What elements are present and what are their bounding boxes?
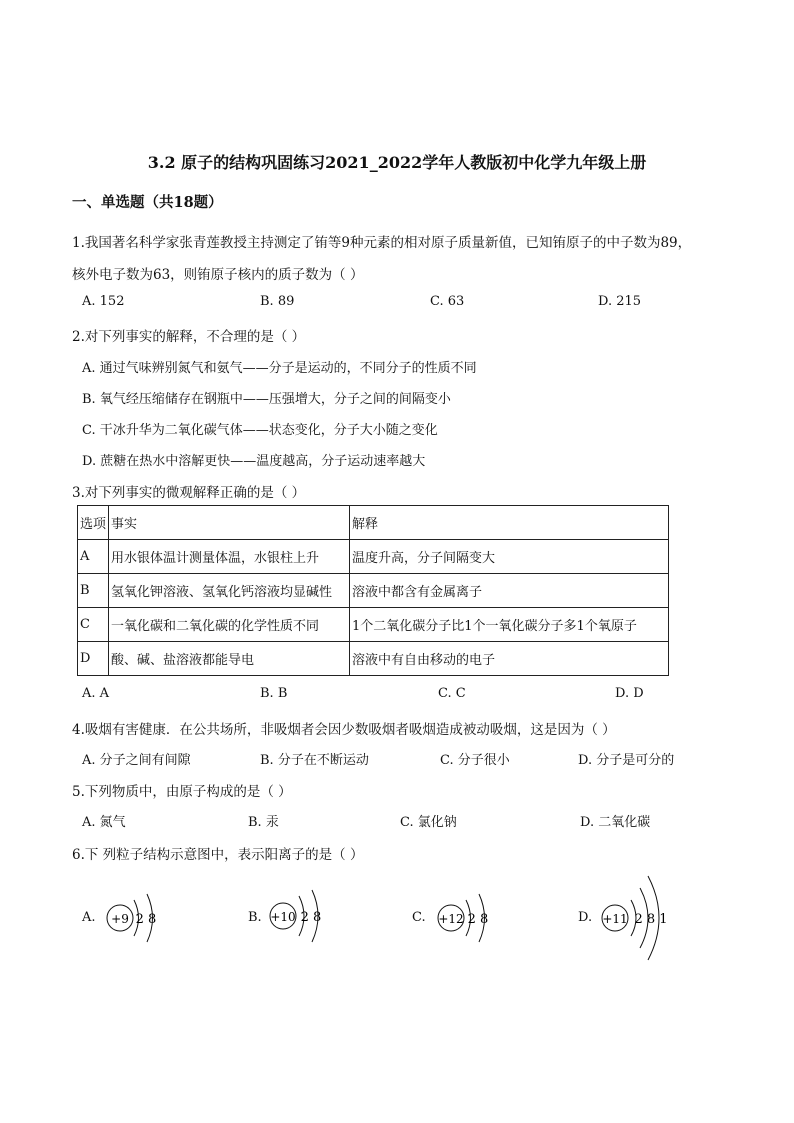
nucleus-charge: +12 — [438, 912, 464, 926]
q1-stem-line2: 核外电子数为63，则铕原子核内的质子数为（ ） — [72, 267, 364, 283]
q6-option-d-label[interactable]: D. — [578, 910, 593, 925]
table-cell: 溶液中都含有金属离子 — [350, 574, 669, 608]
q6-stem: 6.下 列粒子结构示意图中，表示阳离子的是（ ） — [72, 847, 364, 863]
table-row — [78, 540, 669, 574]
shell-electrons: 2 8 — [135, 912, 157, 927]
nucleus-charge: +10 — [270, 910, 296, 924]
page-title: 3.2 原子的结构巩固练习2021_2022学年人教版初中化学九年级上册 — [147, 153, 647, 172]
q1-stem-line1: 1.我国著名科学家张青莲教授主持测定了铕等9种元素的相对原子质量新值，已知铕原子的中子数为89， — [72, 235, 692, 251]
table-cell: 用水银体温计测量体温，水银柱上升 — [109, 540, 350, 574]
q1-option-a[interactable]: A. 152 — [82, 294, 125, 309]
q4-option-b[interactable]: B. 分子在不断运动 — [260, 753, 369, 768]
table-cell: B — [78, 574, 109, 608]
table-header-row — [78, 506, 669, 540]
q3-table — [77, 505, 669, 676]
table-cell: 酸、碱、盐溶液都能导电 — [109, 642, 350, 676]
q1-option-b[interactable]: B. 89 — [260, 294, 295, 309]
q5-option-b[interactable]: B. 汞 — [248, 815, 279, 830]
q6-option-a-label[interactable]: A. — [82, 910, 96, 925]
table-cell: 温度升高，分子间隔变大 — [350, 540, 669, 574]
q5-option-c[interactable]: C. 氯化钠 — [400, 815, 457, 830]
shell-electrons: 2 8 — [300, 910, 322, 925]
table-cell: 溶液中有自由移动的电子 — [350, 642, 669, 676]
table-cell: A — [78, 540, 109, 574]
table-row — [78, 574, 669, 608]
q1-option-d[interactable]: D. 215 — [598, 294, 642, 309]
table-row — [78, 642, 669, 676]
table-row — [78, 608, 669, 642]
q5-option-d[interactable]: D. 二氧化碳 — [580, 815, 651, 830]
table-header-option: 选项 — [78, 506, 109, 540]
q6-option-d-diagram[interactable] — [596, 876, 692, 960]
q2-option-a[interactable]: A. 通过气味辨别氮气和氨气——分子是运动的，不同分子的性质不同 — [82, 361, 477, 376]
nucleus-charge: +9 — [111, 912, 129, 926]
table-cell: 一氧化碳和二氧化碳的化学性质不同 — [109, 608, 350, 642]
q3-option-b[interactable]: B. B — [260, 686, 288, 701]
q4-option-d[interactable]: D. 分子是可分的 — [578, 753, 675, 768]
q4-option-c[interactable]: C. 分子很小 — [440, 753, 510, 768]
q6-option-c-label[interactable]: C. — [412, 910, 426, 925]
shell-electrons: 2 8 — [467, 912, 489, 927]
q3-option-c[interactable]: C. C — [438, 686, 466, 701]
q3-option-d[interactable]: D. D — [615, 686, 644, 701]
q4-stem: 4.吸烟有害健康．在公共场所，非吸烟者会因少数吸烟者吸烟造成被动吸烟，这是因为（ ） — [72, 722, 616, 738]
q4-option-a[interactable]: A. 分子之间有间隙 — [82, 753, 191, 768]
q2-stem: 2.对下列事实的解释，不合理的是（ ） — [72, 329, 306, 345]
nucleus-charge: +11 — [602, 912, 628, 926]
q3-stem: 3.对下列事实的微观解释正确的是（ ） — [72, 485, 306, 501]
q6-option-b-diagram[interactable] — [264, 890, 344, 942]
table-cell: 1个二氧化碳分子比1个一氧化碳分子多1个氧原子 — [350, 608, 669, 642]
q6-option-c-diagram[interactable] — [432, 892, 512, 944]
table-cell: D — [78, 642, 109, 676]
table-cell: C — [78, 608, 109, 642]
table-cell: 氢氧化钾溶液、氢氧化钙溶液均显碱性 — [109, 574, 350, 608]
shell-electrons: 2 8 1 — [634, 912, 668, 927]
section-heading: 一、单选题（共18题） — [72, 194, 223, 211]
q2-option-c[interactable]: C. 干冰升华为二氧化碳气体——状态变化，分子大小随之变化 — [82, 423, 438, 438]
q1-option-c[interactable]: C. 63 — [430, 294, 465, 309]
q2-option-d[interactable]: D. 蔗糖在热水中溶解更快——温度越高，分子运动速率越大 — [82, 454, 426, 469]
table-header-explanation: 解释 — [350, 506, 669, 540]
q6-option-b-label[interactable]: B. — [248, 910, 262, 925]
q5-stem: 5.下列物质中，由原子构成的是（ ） — [72, 784, 292, 800]
table-header-fact: 事实 — [109, 506, 350, 540]
q6-option-a-diagram[interactable] — [100, 892, 180, 944]
q5-option-a[interactable]: A. 氮气 — [82, 815, 126, 830]
q3-option-a[interactable]: A. A — [82, 686, 110, 701]
q2-option-b[interactable]: B. 氧气经压缩储存在钢瓶中——压强增大，分子之间的间隔变小 — [82, 392, 451, 407]
